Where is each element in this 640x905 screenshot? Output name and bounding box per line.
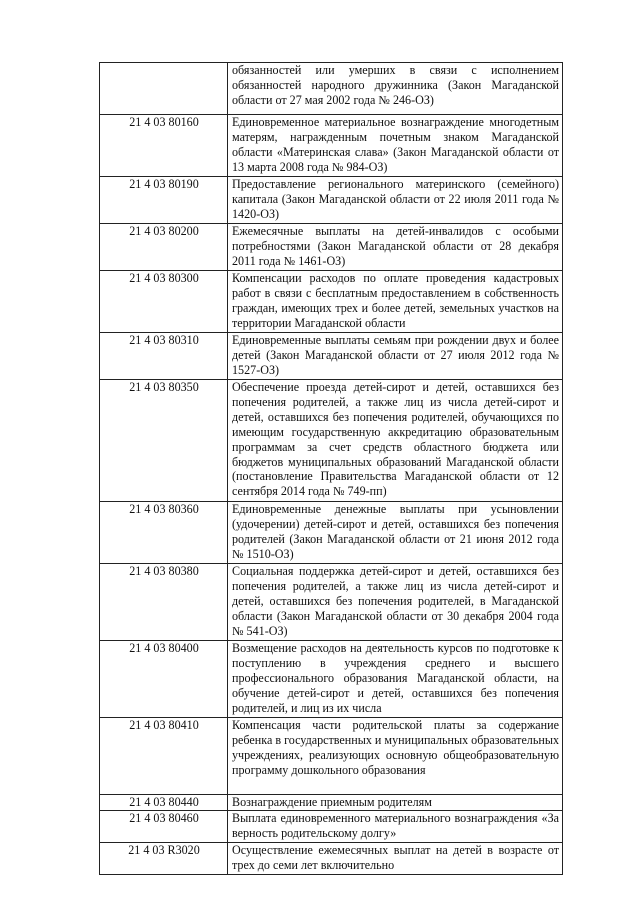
description-cell: Компенсация части родительской платы за содержание ребенка в государственных и муниципальных образовательных учреждениях, реализующих основную общеобразовательную программу дошкольного образования — [228, 718, 563, 795]
code-cell: 21 4 03 80400 — [100, 641, 228, 718]
description-cell: Выплата единовременного материального вознаграждения «За верность родительскому долгу» — [228, 811, 563, 843]
description-cell: Социальная поддержка детей-сирот и детей, оставшихся без попечения родителей, а также лиц из числа детей-сирот и детей, оставшихся без попечения родителей, в Магаданской области (Закон Магаданской области от 30 декабря 2004 года № 541-ОЗ) — [228, 564, 563, 641]
description-cell: Обеспечение проезда детей-сирот и детей, оставшихся без попечения родителей, а также лиц из числа детей-сирот и детей, оставшихся без попечения родителей, обучающихся по имеющим государственную аккредитацию образовательным программам за счет средств областного бюджета или бюджетов муниципальных образований Магаданской области (постановление Правительства Магаданской области от 12 сентября 2014 года № 749-пп) — [228, 380, 563, 502]
table-row — [100, 115, 563, 177]
description-cell: Возмещение расходов на деятельность курсов по подготовке к поступлению в учреждения среднего и высшего профессионального образования Магаданской области, на обучение детей-сирот и детей, оставшихся без попечения родителей, и лиц из их числа — [228, 641, 563, 718]
table-row — [100, 333, 563, 380]
table-row — [100, 177, 563, 224]
code-cell: 21 4 03 R3020 — [100, 843, 228, 875]
description-cell: Компенсации расходов по оплате проведения кадастровых работ в связи с бесплатным предоставлением в собственность граждан, имеющих трех и более детей, земельных участков на территории Магаданской области — [228, 271, 563, 333]
table-row — [100, 795, 563, 811]
code-cell: 21 4 03 80360 — [100, 502, 228, 564]
table-row — [100, 718, 563, 795]
table-row — [100, 502, 563, 564]
table-row — [100, 811, 563, 843]
code-cell: 21 4 03 80460 — [100, 811, 228, 843]
code-cell: 21 4 03 80440 — [100, 795, 228, 811]
code-cell: 21 4 03 80160 — [100, 115, 228, 177]
table-row — [100, 380, 563, 502]
budget-codes-table — [99, 62, 563, 875]
table-row — [100, 843, 563, 875]
description-cell: Предоставление регионального материнского (семейного) капитала (Закон Магаданской области от 22 июля 2011 года № 1420-ОЗ) — [228, 177, 563, 224]
code-cell: 21 4 03 80410 — [100, 718, 228, 795]
description-cell: Единовременное материальное вознаграждение многодетным матерям, награжденным почетным знаком Магаданской области «Материнская слава» (Закон Магаданской области от 13 марта 2008 года № 984-ОЗ) — [228, 115, 563, 177]
table-row — [100, 224, 563, 271]
description-cell: Единовременные выплаты семьям при рождении двух и более детей (Закон Магаданской области от 27 июля 2012 года № 1527-ОЗ) — [228, 333, 563, 380]
table-row — [100, 63, 563, 115]
table-row — [100, 564, 563, 641]
description-cell: обязанностей или умерших в связи с исполнением обязанностей народного дружинника (Закон Магаданской области от 27 мая 2002 года № 246-ОЗ) — [228, 63, 563, 115]
table-row — [100, 641, 563, 718]
description-cell: Ежемесячные выплаты на детей-инвалидов с особыми потребностями (Закон Магаданской области от 28 декабря 2011 года № 1461-ОЗ) — [228, 224, 563, 271]
table-row — [100, 271, 563, 333]
description-cell: Единовременные денежные выплаты при усыновлении (удочерении) детей-сирот и детей, оставшихся без попечения родителей (Закон Магаданской области от 21 июня 2012 года № 1510-ОЗ) — [228, 502, 563, 564]
code-cell: 21 4 03 80300 — [100, 271, 228, 333]
table-body — [100, 63, 563, 875]
code-cell: 21 4 03 80350 — [100, 380, 228, 502]
code-cell: 21 4 03 80190 — [100, 177, 228, 224]
code-cell: 21 4 03 80310 — [100, 333, 228, 380]
code-cell: 21 4 03 80380 — [100, 564, 228, 641]
description-cell: Осуществление ежемесячных выплат на детей в возрасте от трех до семи лет включительно — [228, 843, 563, 875]
code-cell: 21 4 03 80200 — [100, 224, 228, 271]
description-cell: Вознаграждение приемным родителям — [228, 795, 563, 811]
code-cell — [100, 63, 228, 115]
